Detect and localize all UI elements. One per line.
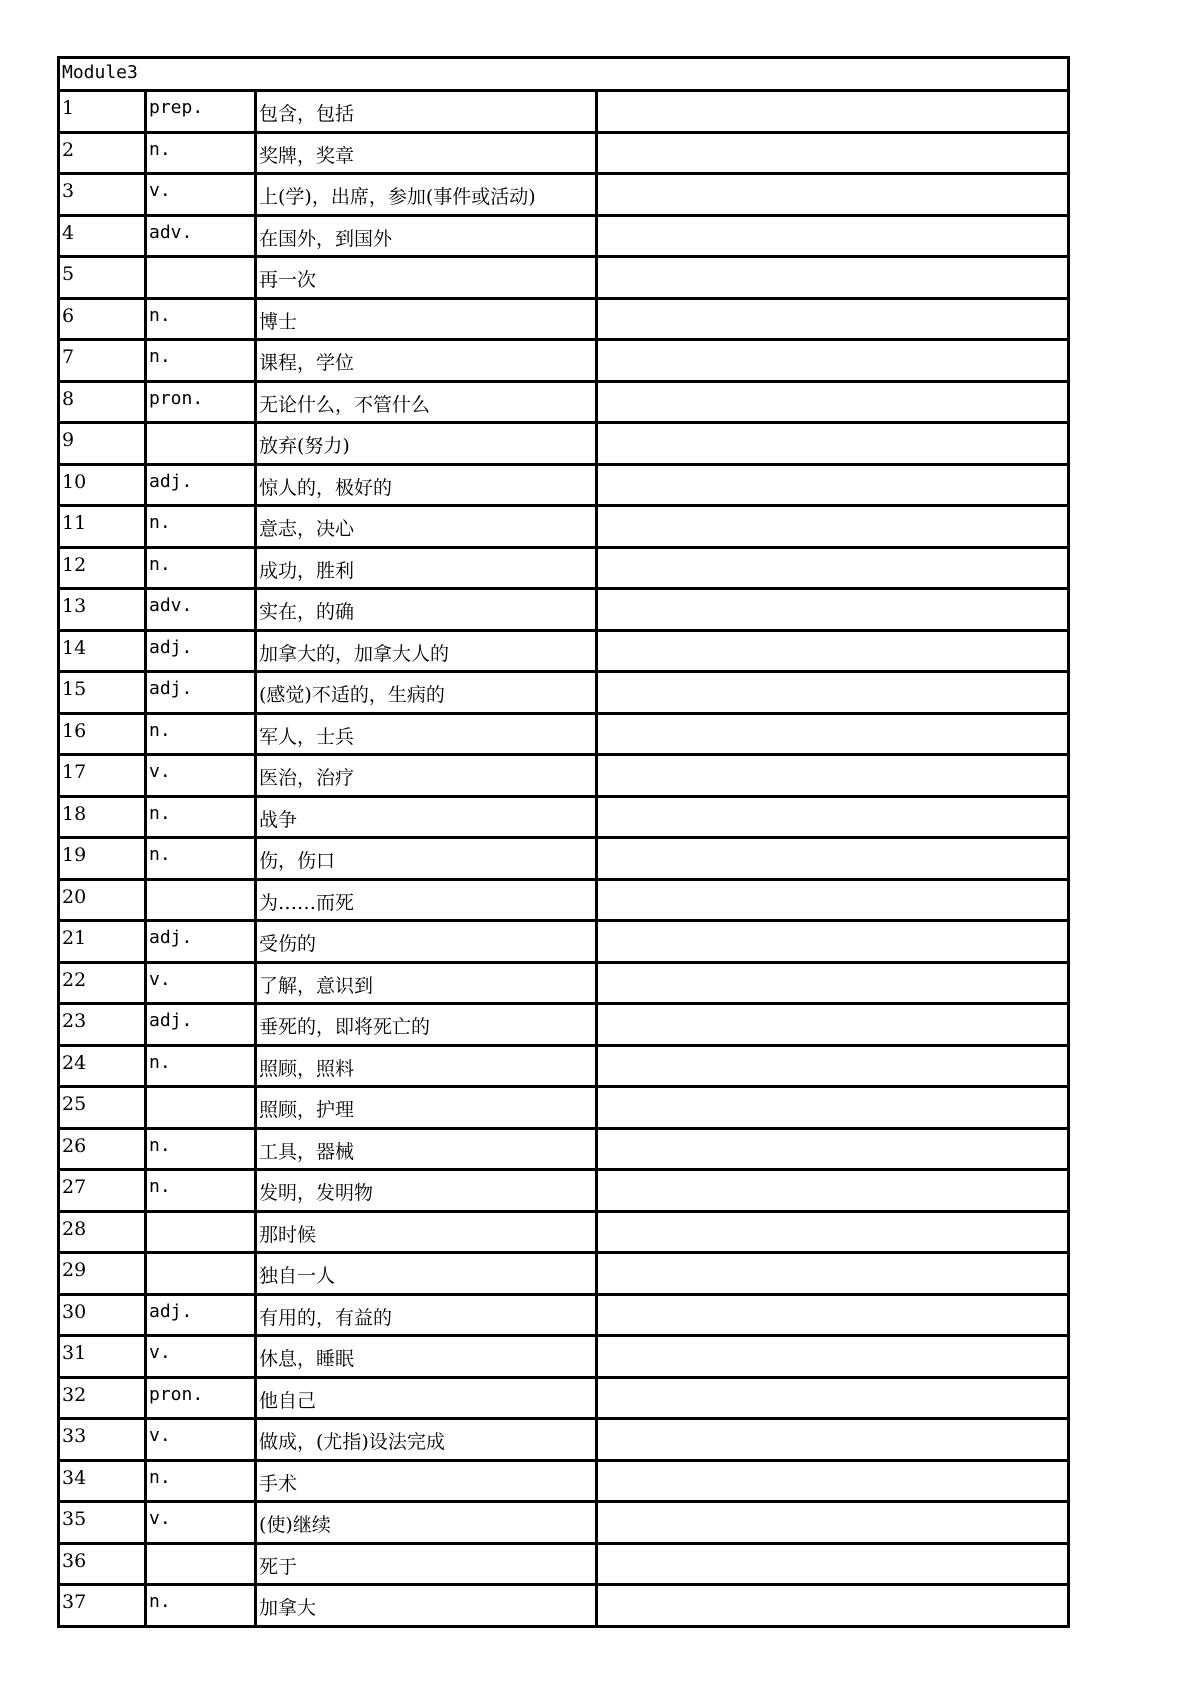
part-of-speech: n. bbox=[146, 506, 256, 548]
chinese-meaning: 他自己 bbox=[256, 1377, 597, 1419]
row-number: 14 bbox=[59, 630, 146, 672]
row-number: 22 bbox=[59, 962, 146, 1004]
row-number: 20 bbox=[59, 879, 146, 921]
chinese-meaning: 那时候 bbox=[256, 1211, 597, 1253]
chinese-meaning: 独自一人 bbox=[256, 1253, 597, 1295]
chinese-meaning: 放弃(努力) bbox=[256, 423, 597, 465]
answer-blank-cell bbox=[597, 298, 1069, 340]
part-of-speech: adj. bbox=[146, 630, 256, 672]
chinese-meaning: 发明，发明物 bbox=[256, 1170, 597, 1212]
table-row bbox=[59, 879, 1069, 921]
table-row bbox=[59, 921, 1069, 963]
answer-blank-cell bbox=[597, 1294, 1069, 1336]
answer-blank-cell bbox=[597, 257, 1069, 299]
table-row bbox=[59, 174, 1069, 216]
part-of-speech: n. bbox=[146, 1170, 256, 1212]
part-of-speech: n. bbox=[146, 796, 256, 838]
table-row bbox=[59, 257, 1069, 299]
vocab-table-body bbox=[59, 58, 1069, 1627]
row-number: 10 bbox=[59, 464, 146, 506]
row-number: 18 bbox=[59, 796, 146, 838]
part-of-speech: v. bbox=[146, 1419, 256, 1461]
answer-blank-cell bbox=[597, 464, 1069, 506]
row-number: 37 bbox=[59, 1585, 146, 1627]
chinese-meaning: 加拿大的，加拿大人的 bbox=[256, 630, 597, 672]
row-number: 19 bbox=[59, 838, 146, 880]
chinese-meaning: 了解，意识到 bbox=[256, 962, 597, 1004]
part-of-speech: adj. bbox=[146, 1294, 256, 1336]
part-of-speech: v. bbox=[146, 174, 256, 216]
table-row bbox=[59, 1211, 1069, 1253]
row-number: 1 bbox=[59, 91, 146, 133]
chinese-meaning: 医治，治疗 bbox=[256, 755, 597, 797]
part-of-speech: adj. bbox=[146, 464, 256, 506]
part-of-speech: adj. bbox=[146, 921, 256, 963]
row-number: 12 bbox=[59, 547, 146, 589]
answer-blank-cell bbox=[597, 755, 1069, 797]
part-of-speech: n. bbox=[146, 1045, 256, 1087]
part-of-speech: v. bbox=[146, 1336, 256, 1378]
answer-blank-cell bbox=[597, 962, 1069, 1004]
chinese-meaning: 实在，的确 bbox=[256, 589, 597, 631]
table-row bbox=[59, 298, 1069, 340]
answer-blank-cell bbox=[597, 132, 1069, 174]
chinese-meaning: (使)继续 bbox=[256, 1502, 597, 1544]
chinese-meaning: 死于 bbox=[256, 1543, 597, 1585]
row-number: 34 bbox=[59, 1460, 146, 1502]
answer-blank-cell bbox=[597, 796, 1069, 838]
row-number: 2 bbox=[59, 132, 146, 174]
answer-blank-cell bbox=[597, 713, 1069, 755]
answer-blank-cell bbox=[597, 921, 1069, 963]
chinese-meaning: 再一次 bbox=[256, 257, 597, 299]
table-row bbox=[59, 215, 1069, 257]
table-row bbox=[59, 132, 1069, 174]
part-of-speech: adv. bbox=[146, 215, 256, 257]
part-of-speech: n. bbox=[146, 1128, 256, 1170]
table-row bbox=[59, 672, 1069, 714]
part-of-speech: v. bbox=[146, 1502, 256, 1544]
chinese-meaning: 垂死的，即将死亡的 bbox=[256, 1004, 597, 1046]
part-of-speech: n. bbox=[146, 1460, 256, 1502]
table-row bbox=[59, 1087, 1069, 1129]
answer-blank-cell bbox=[597, 1253, 1069, 1295]
part-of-speech: n. bbox=[146, 713, 256, 755]
part-of-speech: adj. bbox=[146, 1004, 256, 1046]
row-number: 27 bbox=[59, 1170, 146, 1212]
part-of-speech: v. bbox=[146, 755, 256, 797]
row-number: 16 bbox=[59, 713, 146, 755]
part-of-speech bbox=[146, 1543, 256, 1585]
part-of-speech bbox=[146, 1211, 256, 1253]
answer-blank-cell bbox=[597, 1211, 1069, 1253]
row-number: 31 bbox=[59, 1336, 146, 1378]
chinese-meaning: 为……而死 bbox=[256, 879, 597, 921]
answer-blank-cell bbox=[597, 1004, 1069, 1046]
chinese-meaning: 加拿大 bbox=[256, 1585, 597, 1627]
part-of-speech: n. bbox=[146, 132, 256, 174]
part-of-speech: n. bbox=[146, 298, 256, 340]
row-number: 4 bbox=[59, 215, 146, 257]
table-row bbox=[59, 1419, 1069, 1461]
answer-blank-cell bbox=[597, 589, 1069, 631]
table-row bbox=[59, 1502, 1069, 1544]
chinese-meaning: 有用的，有益的 bbox=[256, 1294, 597, 1336]
answer-blank-cell bbox=[597, 672, 1069, 714]
table-row bbox=[59, 1460, 1069, 1502]
chinese-meaning: 在国外，到国外 bbox=[256, 215, 597, 257]
part-of-speech: n. bbox=[146, 340, 256, 382]
part-of-speech bbox=[146, 879, 256, 921]
answer-blank-cell bbox=[597, 838, 1069, 880]
part-of-speech: n. bbox=[146, 547, 256, 589]
answer-blank-cell bbox=[597, 547, 1069, 589]
answer-blank-cell bbox=[597, 340, 1069, 382]
part-of-speech: v. bbox=[146, 962, 256, 1004]
row-number: 33 bbox=[59, 1419, 146, 1461]
row-number: 23 bbox=[59, 1004, 146, 1046]
row-number: 30 bbox=[59, 1294, 146, 1336]
part-of-speech: adj. bbox=[146, 672, 256, 714]
row-number: 17 bbox=[59, 755, 146, 797]
answer-blank-cell bbox=[597, 1087, 1069, 1129]
answer-blank-cell bbox=[597, 1419, 1069, 1461]
chinese-meaning: 手术 bbox=[256, 1460, 597, 1502]
row-number: 25 bbox=[59, 1087, 146, 1129]
row-number: 35 bbox=[59, 1502, 146, 1544]
chinese-meaning: 工具，器械 bbox=[256, 1128, 597, 1170]
part-of-speech: prep. bbox=[146, 91, 256, 133]
table-row bbox=[59, 1045, 1069, 1087]
table-row bbox=[59, 1336, 1069, 1378]
table-row bbox=[59, 547, 1069, 589]
table-row bbox=[59, 962, 1069, 1004]
row-number: 13 bbox=[59, 589, 146, 631]
row-number: 7 bbox=[59, 340, 146, 382]
chinese-meaning: (感觉)不适的，生病的 bbox=[256, 672, 597, 714]
answer-blank-cell bbox=[597, 1460, 1069, 1502]
row-number: 15 bbox=[59, 672, 146, 714]
table-row bbox=[59, 423, 1069, 465]
part-of-speech bbox=[146, 1087, 256, 1129]
part-of-speech bbox=[146, 423, 256, 465]
table-row bbox=[59, 838, 1069, 880]
part-of-speech: pron. bbox=[146, 1377, 256, 1419]
chinese-meaning: 上(学)，出席，参加(事件或活动) bbox=[256, 174, 597, 216]
answer-blank-cell bbox=[597, 1502, 1069, 1544]
row-number: 32 bbox=[59, 1377, 146, 1419]
answer-blank-cell bbox=[597, 1585, 1069, 1627]
answer-blank-cell bbox=[597, 630, 1069, 672]
answer-blank-cell bbox=[597, 879, 1069, 921]
chinese-meaning: 军人，士兵 bbox=[256, 713, 597, 755]
chinese-meaning: 照顾，护理 bbox=[256, 1087, 597, 1129]
chinese-meaning: 休息，睡眠 bbox=[256, 1336, 597, 1378]
chinese-meaning: 意志，决心 bbox=[256, 506, 597, 548]
row-number: 26 bbox=[59, 1128, 146, 1170]
table-row bbox=[59, 630, 1069, 672]
row-number: 11 bbox=[59, 506, 146, 548]
part-of-speech bbox=[146, 257, 256, 299]
row-number: 36 bbox=[59, 1543, 146, 1585]
chinese-meaning: 奖牌，奖章 bbox=[256, 132, 597, 174]
row-number: 3 bbox=[59, 174, 146, 216]
table-row bbox=[59, 1004, 1069, 1046]
chinese-meaning: 课程，学位 bbox=[256, 340, 597, 382]
table-row bbox=[59, 1253, 1069, 1295]
part-of-speech: n. bbox=[146, 1585, 256, 1627]
table-row bbox=[59, 755, 1069, 797]
part-of-speech bbox=[146, 1253, 256, 1295]
table-row bbox=[59, 506, 1069, 548]
table-row bbox=[59, 589, 1069, 631]
part-of-speech: pron. bbox=[146, 381, 256, 423]
table-row bbox=[59, 381, 1069, 423]
table-row bbox=[59, 796, 1069, 838]
chinese-meaning: 伤，伤口 bbox=[256, 838, 597, 880]
table-row bbox=[59, 1170, 1069, 1212]
row-number: 21 bbox=[59, 921, 146, 963]
answer-blank-cell bbox=[597, 1377, 1069, 1419]
row-number: 5 bbox=[59, 257, 146, 299]
answer-blank-cell bbox=[597, 215, 1069, 257]
answer-blank-cell bbox=[597, 174, 1069, 216]
answer-blank-cell bbox=[597, 1170, 1069, 1212]
row-number: 6 bbox=[59, 298, 146, 340]
row-number: 29 bbox=[59, 1253, 146, 1295]
row-number: 24 bbox=[59, 1045, 146, 1087]
answer-blank-cell bbox=[597, 1336, 1069, 1378]
title-row bbox=[59, 58, 1069, 91]
table-row bbox=[59, 340, 1069, 382]
answer-blank-cell bbox=[597, 91, 1069, 133]
chinese-meaning: 惊人的，极好的 bbox=[256, 464, 597, 506]
table-row bbox=[59, 1294, 1069, 1336]
table-row bbox=[59, 1585, 1069, 1627]
part-of-speech: n. bbox=[146, 838, 256, 880]
row-number: 28 bbox=[59, 1211, 146, 1253]
answer-blank-cell bbox=[597, 381, 1069, 423]
answer-blank-cell bbox=[597, 423, 1069, 465]
chinese-meaning: 无论什么，不管什么 bbox=[256, 381, 597, 423]
answer-blank-cell bbox=[597, 1045, 1069, 1087]
answer-blank-cell bbox=[597, 1128, 1069, 1170]
table-row bbox=[59, 1377, 1069, 1419]
chinese-meaning: 做成，(尤指)设法完成 bbox=[256, 1419, 597, 1461]
row-number: 8 bbox=[59, 381, 146, 423]
table-row bbox=[59, 1128, 1069, 1170]
table-row bbox=[59, 713, 1069, 755]
chinese-meaning: 博士 bbox=[256, 298, 597, 340]
answer-blank-cell bbox=[597, 506, 1069, 548]
row-number: 9 bbox=[59, 423, 146, 465]
chinese-meaning: 受伤的 bbox=[256, 921, 597, 963]
table-row bbox=[59, 91, 1069, 133]
module-title: Module3 bbox=[59, 58, 1069, 91]
answer-blank-cell bbox=[597, 1543, 1069, 1585]
chinese-meaning: 战争 bbox=[256, 796, 597, 838]
vocab-table bbox=[57, 56, 1070, 1628]
chinese-meaning: 包含，包括 bbox=[256, 91, 597, 133]
chinese-meaning: 照顾，照料 bbox=[256, 1045, 597, 1087]
chinese-meaning: 成功，胜利 bbox=[256, 547, 597, 589]
table-row bbox=[59, 464, 1069, 506]
part-of-speech: adv. bbox=[146, 589, 256, 631]
table-row bbox=[59, 1543, 1069, 1585]
